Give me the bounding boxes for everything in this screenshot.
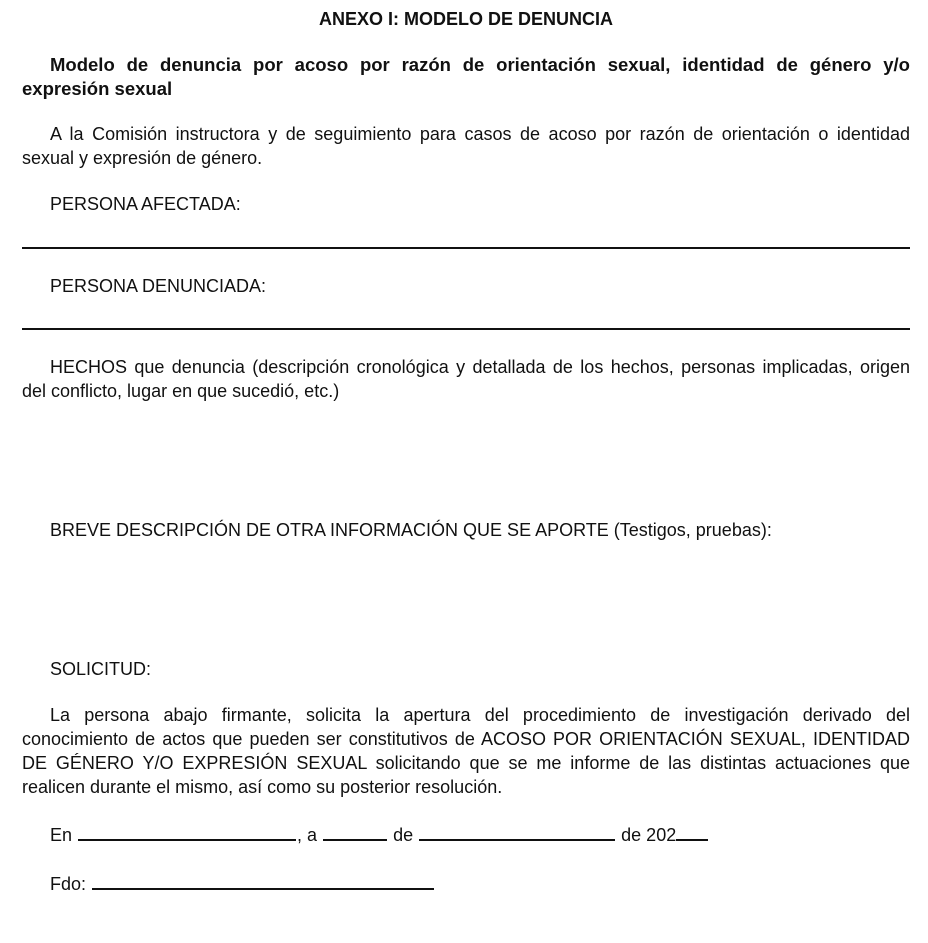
other-info-caps: BREVE DESCRIPCIÓN DE OTRA INFORMACIÓN QUE SE APORTE bbox=[50, 520, 609, 540]
month-prefix: de bbox=[393, 825, 414, 845]
signature-blank[interactable] bbox=[92, 870, 434, 890]
day-blank[interactable] bbox=[323, 821, 387, 841]
place-blank[interactable] bbox=[78, 821, 296, 841]
place-prefix: En bbox=[50, 825, 73, 845]
year-blank[interactable] bbox=[676, 821, 708, 841]
other-info-rest: (Testigos, pruebas): bbox=[608, 520, 772, 540]
signature-label: Fdo: bbox=[50, 874, 87, 894]
reported-person-line[interactable] bbox=[22, 328, 910, 330]
other-info-label bbox=[50, 518, 772, 542]
signature-line bbox=[50, 870, 435, 896]
request-label: SOLICITUD: bbox=[50, 659, 152, 679]
affected-person-line[interactable] bbox=[22, 247, 910, 249]
request-paragraph: La persona abajo firmante, solicita la apertura del procedimiento de investigación derivado del conocimiento de actos que pueden ser constitutivos de ACOSO POR ORIENTACIÓN SEXUAL, IDENTIDAD DE GÉNERO Y/O EXPRESIÓN SEXUAL solicitando que se me informe de las distintas actuaciones que realicen durante el mismo, así como su posterior resolución. bbox=[22, 705, 910, 797]
reported-person-label: PERSONA DENUNCIADA: bbox=[50, 276, 267, 296]
document-subtitle: Modelo de denuncia por acoso por razón de orientación sexual, identidad de género y/o expresión sexual bbox=[22, 54, 910, 99]
day-prefix: , a bbox=[297, 825, 318, 845]
document-title: ANEXO I: MODELO DE DENUNCIA bbox=[318, 9, 613, 29]
year-prefix: de 202 bbox=[621, 825, 677, 845]
place-date-line bbox=[50, 821, 709, 847]
intro-paragraph: A la Comisión instructora y de seguimiento para casos de acoso por razón de orientación o identidad sexual y expresión de género. bbox=[22, 124, 910, 168]
affected-person-label: PERSONA AFECTADA: bbox=[50, 194, 241, 214]
month-blank[interactable] bbox=[419, 821, 615, 841]
facts-paragraph: HECHOS que denuncia (descripción cronológica y detallada de los hechos, personas implicadas, origen del conflicto, lugar en que sucedió, etc.) bbox=[22, 357, 910, 401]
